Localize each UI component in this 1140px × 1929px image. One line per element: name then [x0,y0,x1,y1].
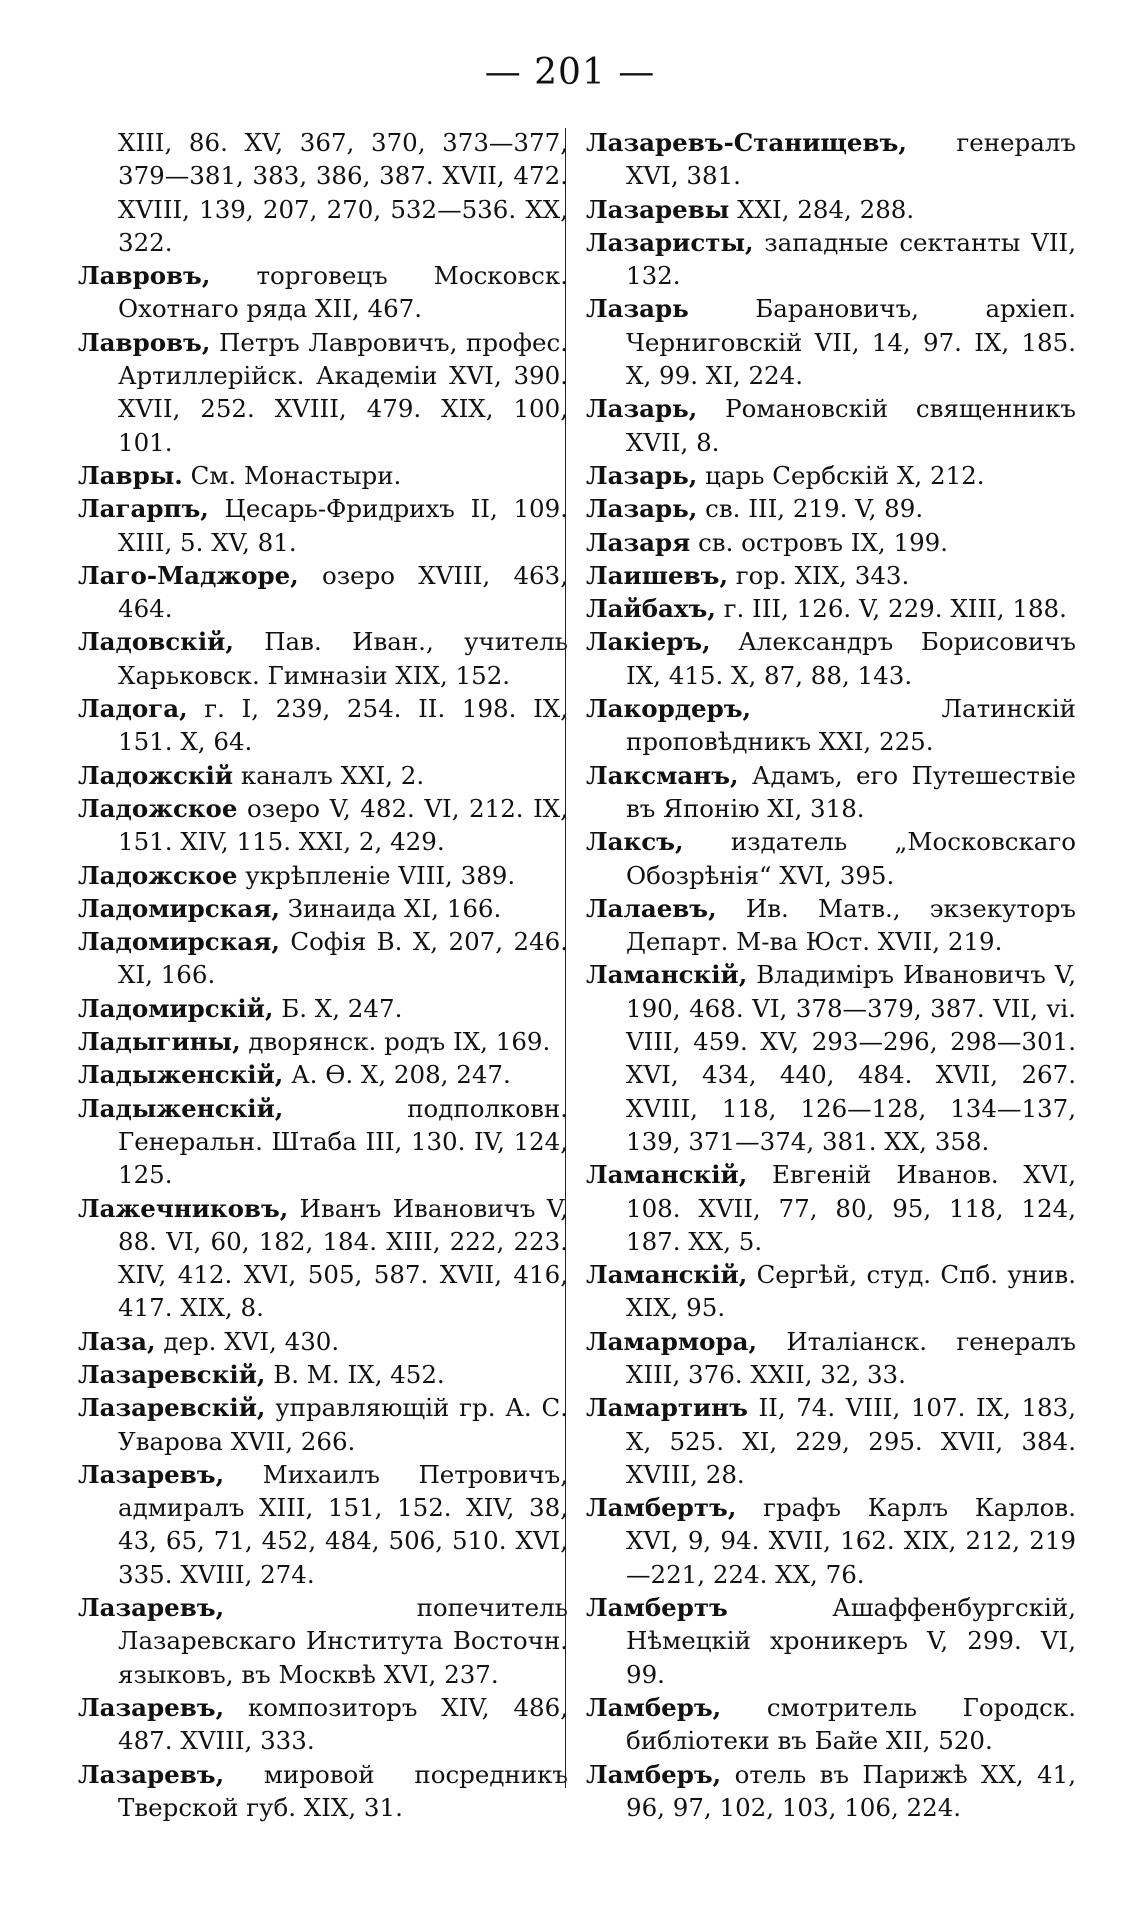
index-entry [586,892,1076,959]
index-entry [78,692,568,759]
entry-references: Латинскій проповѣдникъ XXI, 225. [626,694,1076,757]
entry-heading: Лажечниковъ, [78,1193,289,1223]
entry-heading: Лаза, [78,1326,156,1356]
entry-heading: Лагарпъ, [78,494,209,524]
index-entry [78,759,568,792]
entry-references: западные сектанты VII, 132. [626,227,1076,291]
entry-references: дер. XVI, 430. [155,1326,340,1356]
index-entry [586,1591,1076,1691]
index-entry [586,692,1076,759]
entry-heading: Лавры. [78,460,183,490]
entry-heading: Ладога, [78,694,188,724]
entry-references: издатель „Московскаго Обозрѣнія“ XVI, 395. [626,827,1076,890]
entry-references: г. I, 239, 254. II. 198. IX, 151. X, 64. [118,694,568,757]
index-entry [586,292,1076,392]
entry-heading: Ладыгины, [78,1027,241,1057]
entry-heading: Ладожское [78,860,238,890]
entry-heading: Лазаря [586,527,691,557]
index-entry [78,1391,568,1458]
entry-references: Владиміръ Ивановичъ V, 190, 468. VI, 378—379, 387. VII, vi. VIII, 459. XV, 293—296, 298—301. XVI, 434, 440, 484. XVII, 267. XVIII, 118, 126—128, 134—137, 139, 371—374, 381. XX, 358. [626,960,1076,1156]
index-entry [586,1758,1076,1825]
entry-references: Италіанск. генералъ XIII, 376. XXII, 32, 33. [626,1326,1076,1389]
entry-heading: Лаго-Маджоре, [78,560,299,590]
index-entry [78,559,568,626]
entry-heading: Лазаревъ, [78,1692,225,1722]
index-entry [78,1691,568,1758]
entry-heading: Лазаревскій, [78,1359,266,1389]
entry-heading: Лазаревъ, [78,1459,225,1489]
index-entry [78,1758,568,1825]
entry-references: Зинаида XI, 166. [279,893,502,923]
entry-heading: Лазарь, [586,394,698,424]
entry-heading: Ламбертъ [586,1593,728,1623]
column-divider [565,128,566,1788]
entry-references: царь Сербскій X, 212. [697,460,985,490]
index-entry [78,925,568,992]
entry-heading: Ладожскій [78,760,234,790]
index-entry [78,859,568,892]
entry-heading: Лазаревъ, [78,1593,225,1623]
index-entry [586,625,1076,692]
entry-references: XXI, 284, 288. [729,194,915,224]
index-entry [586,492,1076,525]
entry-references: В. М. IX, 452. [265,1359,445,1389]
index-entry [78,1092,568,1192]
entry-references: озеро V, 482. VI, 212. IX, 151. XIV, 115. XXI, 2, 429. [118,793,568,857]
entry-heading: Ладовскій, [78,627,234,657]
index-entry [586,126,1076,193]
index-entry [586,759,1076,826]
index-entry [78,1192,568,1325]
entry-heading: Ламбертъ, [586,1493,737,1523]
index-entry [78,992,568,1025]
entry-heading: Ладомирская, [78,893,280,923]
entry-references: управляющій гр. А. С. Уварова XVII, 266. [118,1393,568,1456]
entry-references: А. Ѳ. X, 208, 247. [283,1060,511,1090]
entry-heading: Ладомирская, [78,927,280,957]
index-entry [586,559,1076,592]
index-entry [586,1325,1076,1392]
index-entry [586,592,1076,625]
entry-heading: Лазарь, [586,460,698,490]
entry-heading: Лайбахъ, [586,594,716,624]
entry-references: Сергѣй, студ. Спб. унив. XIX, 95. [626,1260,1076,1323]
right-column [586,126,1076,1824]
entry-heading: Ламберъ, [586,1692,722,1722]
index-entry [78,1058,568,1091]
entry-references: попечитель Лазаревскаго Института Восточн. языковъ, въ Москвѣ XVI, 237. [118,1593,568,1689]
entry-references: дворянск. родъ IX, 169. [240,1027,551,1057]
index-entry [586,1258,1076,1325]
index-entry [78,126,568,259]
entry-heading: Ламанскій, [586,1160,748,1190]
index-entry [78,1458,568,1591]
index-entry [586,1391,1076,1491]
index-entry [78,326,568,459]
entry-references: каналъ XXI, 2. [233,760,425,790]
left-column [78,126,568,1824]
index-entry [78,1325,568,1358]
entry-references: Евгеній Иванов. XVI, 108. XVII, 77, 80, 95, 118, 124, 187. XX, 5. [626,1160,1076,1256]
index-entry [586,825,1076,892]
entry-references: Б. X, 247. [273,993,403,1023]
entry-references: Барановичъ, архіеп. Черниговскій VII, 14, 97. IX, 185. X, 99. XI, 224. [626,294,1076,391]
index-entry [586,392,1076,459]
entry-heading: Лазарь [586,294,689,324]
entry-references: Романовскій священникъ XVII, 8. [626,394,1076,457]
index-entry [78,459,568,492]
entry-heading: Лакіеръ, [586,627,711,657]
index-entry [78,259,568,326]
entry-heading: Лазаревъ-Станищевъ, [586,128,907,157]
index-entry [586,958,1076,1158]
entry-heading: Лаксманъ, [586,760,739,790]
entry-references: графъ Карлъ Карлов. XVI, 9, 94. XVII, 162. XIX, 212, 219—221, 224. XX, 76. [626,1493,1076,1589]
entry-heading: Ладыженскій, [78,1060,284,1090]
entry-heading: Лалаевъ, [586,893,717,923]
entry-heading: Ламанскій, [586,1260,748,1290]
entry-heading: Ладыженскій, [78,1093,284,1123]
entry-references: укрѣпленіе VIII, 389. [237,860,516,890]
entry-heading: Лазарь, [586,494,698,524]
entry-heading: Лавровъ, [78,327,211,357]
entry-references: подполковн. Генеральн. Штаба III, 130. IV, 124, 125. [118,1093,568,1190]
entry-references: Михаилъ Петровичъ, адмиралъ XIII, 151, 152. XIV, 38, 43, 65, 71, 452, 484, 506, 510. XVI, 335. XVIII, 274. [118,1459,568,1589]
entry-references: гор. XIX, 343. [727,560,910,590]
index-entry [586,226,1076,293]
entry-references: II, 74. VIII, 107. IX, 183, X, 525. XI, 229, 295. XVII, 384. XVIII, 28. [626,1393,1076,1489]
entry-heading: Ламармора, [586,1326,757,1356]
entry-heading: Лазаристы, [586,227,754,257]
entry-references: смотритель Городск. библіотеки въ Байе XII, 520. [626,1692,1076,1756]
entry-references: Пав. Иван., учитель Харьковск. Гимназіи XIX, 152. [118,627,568,690]
entry-heading: Лазаревы [586,194,730,224]
index-entry [586,193,1076,226]
entry-references: св. III, 219. V, 89. [697,494,924,524]
entry-heading: Ладожское [78,793,238,823]
index-entry [586,1691,1076,1758]
index-entry [78,892,568,925]
entry-references: торговецъ Московск. Охотнаго ряда XII, 467. [118,261,568,324]
index-entry [78,1358,568,1391]
entry-heading: Лавровъ, [78,261,211,291]
entry-references: композиторъ XIV, 486, 487. XVIII, 333. [118,1692,568,1756]
page-number: — 201 — [484,52,656,93]
entry-references: Цесарь-Фридрихъ II, 109. XIII, 5. XV, 81. [118,494,568,557]
index-entry [586,1491,1076,1591]
index-entry [78,625,568,692]
entry-references: Ив. Матв., экзекуторъ Департ. М-ва Юст. XVII, 219. [626,893,1076,957]
entry-references: Адамъ, его Путешествіе въ Японію XI, 318. [626,760,1076,823]
entry-heading: Лазаревъ, [78,1759,225,1789]
entry-references: XIII, 86. XV, 367, 370, 373—377, 379—381, 383, 386, 387. XVII, 472. XVIII, 139, 207, 270, 532—536. XX, 322. [118,128,568,257]
entry-references: мировой посредникъ Тверской губ. XIX, 31. [118,1759,568,1822]
entry-references: св. островъ IX, 199. [690,527,949,557]
entry-references: отель въ Парижѣ XX, 41, 96, 97, 102, 103, 106, 224. [626,1759,1076,1822]
entry-references: См. Монастыри. [182,460,402,490]
entry-references: генералъ XVI, 381. [626,128,1076,191]
index-entry [78,492,568,559]
entry-references: Ашаффенбургскій, Нѣмецкій хроникеръ V, 299. VI, 99. [626,1593,1076,1689]
entry-heading: Лакордеръ, [586,694,752,724]
index-entry [586,1158,1076,1258]
entry-heading: Лазаревскій, [78,1393,266,1423]
entry-heading: Ламартинъ [586,1393,748,1423]
index-entry [586,526,1076,559]
entry-references: Петръ Лавровичъ, профес. Артиллерійск. Академіи XVI, 390. XVII, 252. XVIII, 479. XIX, 100, 101. [118,327,568,457]
entry-references: Александръ Борисовичъ IX, 415. X, 87, 88, 143. [626,627,1076,690]
index-entry [78,1025,568,1058]
entry-heading: Ладомирскій, [78,993,274,1023]
entry-heading: Лаишевъ, [586,560,728,590]
entry-references: озеро XVIII, 463, 464. [118,560,568,624]
entry-references: Софія В. X, 207, 246. XI, 166. [118,927,568,990]
entry-heading: Лаксъ, [586,827,684,857]
entry-references: г. III, 126. V, 229. XIII, 188. [715,594,1067,624]
index-entry [586,459,1076,492]
entry-heading: Ламберъ, [586,1759,722,1789]
entry-heading: Ламанскій, [586,960,748,990]
entry-references: Иванъ Ивановичъ V, 88. VI, 60, 182, 184. XIII, 222, 223. XIV, 412. XVI, 505, 587. XVII, 416, 417. XIX, 8. [118,1193,568,1323]
index-entry [78,1591,568,1691]
index-entry [78,792,568,859]
